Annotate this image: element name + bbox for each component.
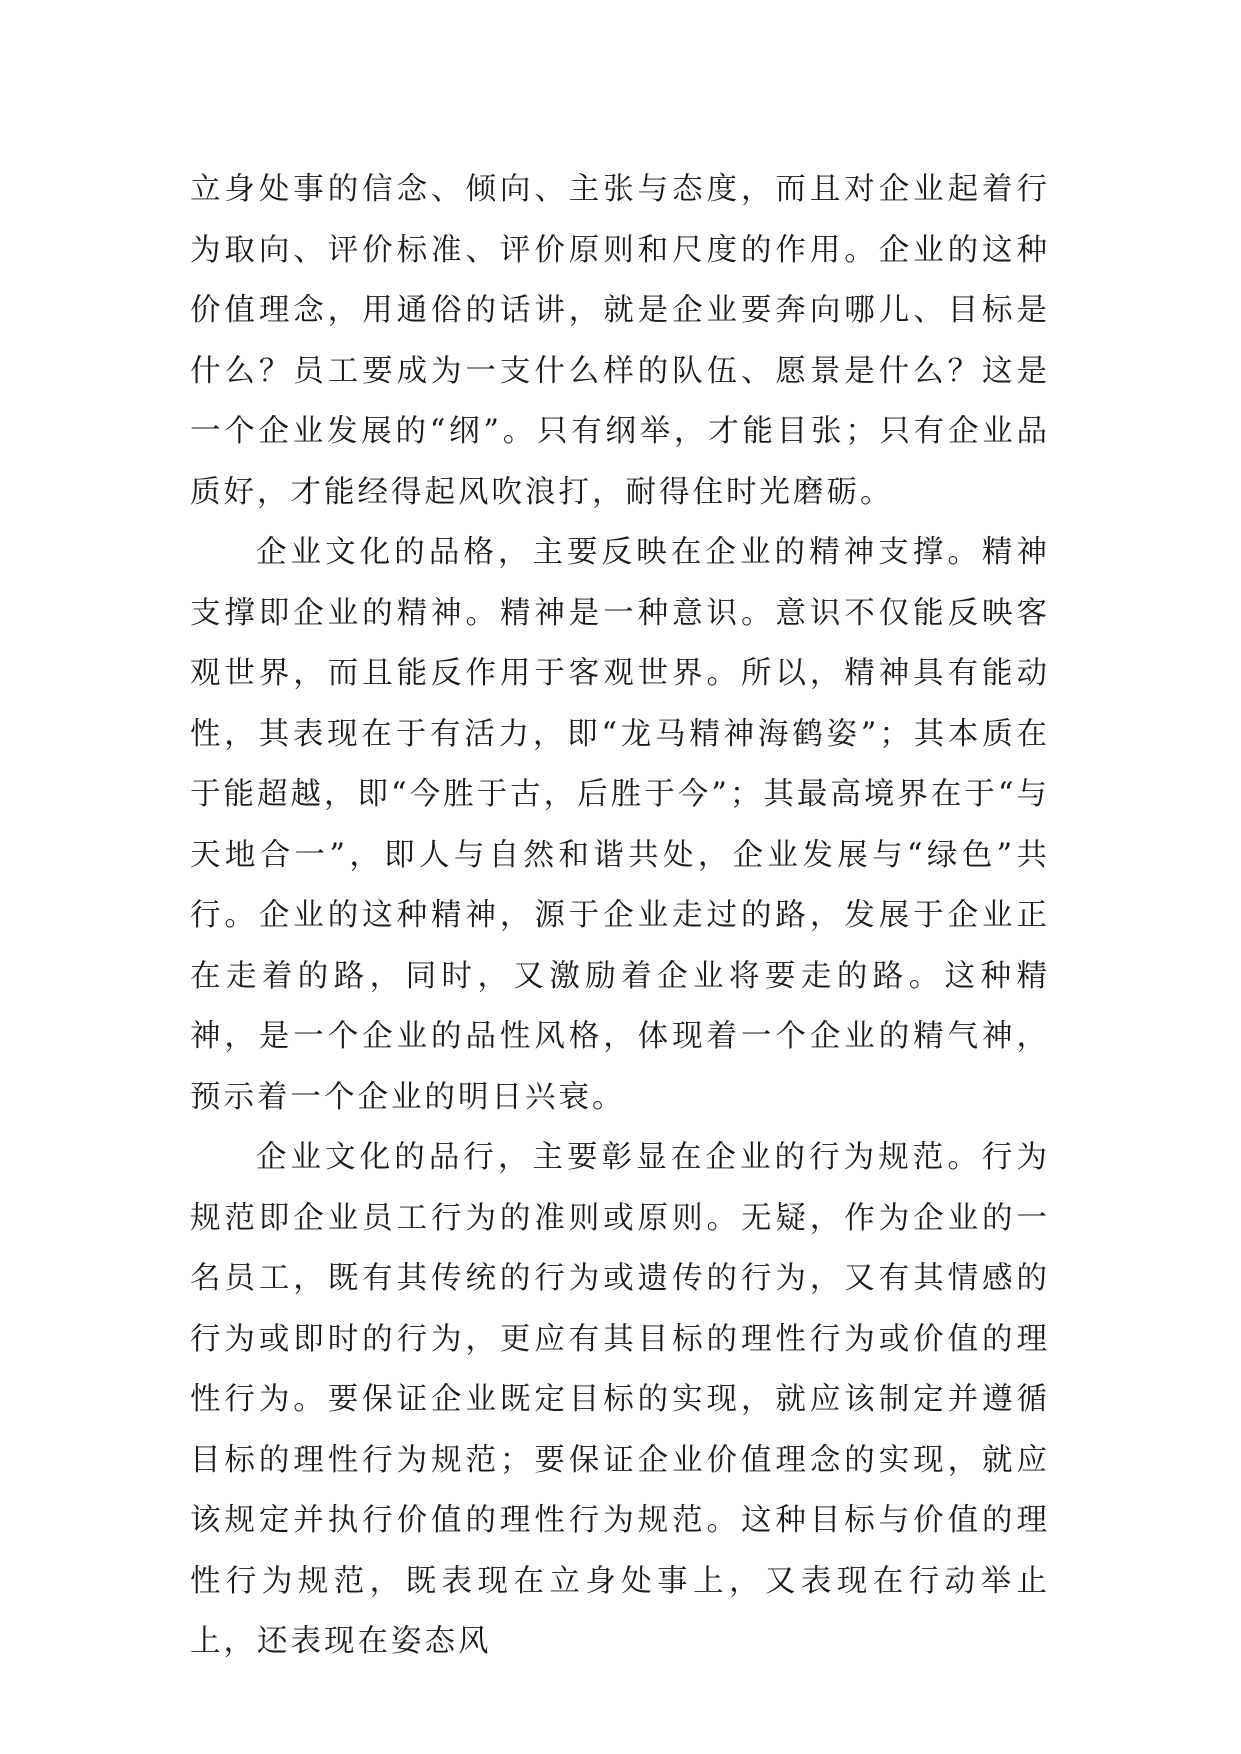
body-text — [190, 160, 1050, 1673]
paragraph-spirit: 企业文化的品格，主要反映在企业的精神支撑。精神支撑即企业的精神。精神是一种意识。意识不仅能反映客观世界，而且能反作用于客观世界。所以，精神具有能动性，其表现在于有活力，即“龙马精神海鹤姿”；其本质在于能超越，即“今胜于古，后胜于今”；其最高境界在于“与天地合一”，即人与自然和谐共处，企业发展与“绿色”共行。企业的这种精神，源于企业走过的路，发展于企业正在走着的路，同时，又激励着企业将要走的路。这种精神，是一个企业的品性风格，体现着一个企业的精气神，预示着一个企业的明日兴衰。 — [190, 535, 1050, 1115]
paragraph-values: 立身处事的信念、倾向、主张与态度，而且对企业起着行为取向、评价标准、评价原则和尺度的作用。企业的这种价值理念，用通俗的话讲，就是企业要奔向哪儿、目标是什么？员工要成为一支什么样的队伍、愿景是什么？这是一个企业发展的“纲”。只有纲举，才能目张；只有企业品质好，才能经得起风吹浪打，耐得住时光磨砺。 — [190, 172, 1050, 510]
paragraph-conduct: 企业文化的品行，主要彰显在企业的行为规范。行为规范即企业员工行为的准则或原则。无疑，作为企业的一名员工，既有其传统的行为或遗传的行为，又有其情感的行为或即时的行为，更应有其目标的理性行为或价值的理性行为。要保证企业既定目标的实现，就应该制定并遵循目标的理性行为规范；要保证企业价值理念的实现，就应该规定并执行价值的理性行为规范。这种目标与价值的理性行为规范，既表现在立身处事上，又表现在行动举止上，还表现在姿态风 — [190, 1140, 1050, 1659]
